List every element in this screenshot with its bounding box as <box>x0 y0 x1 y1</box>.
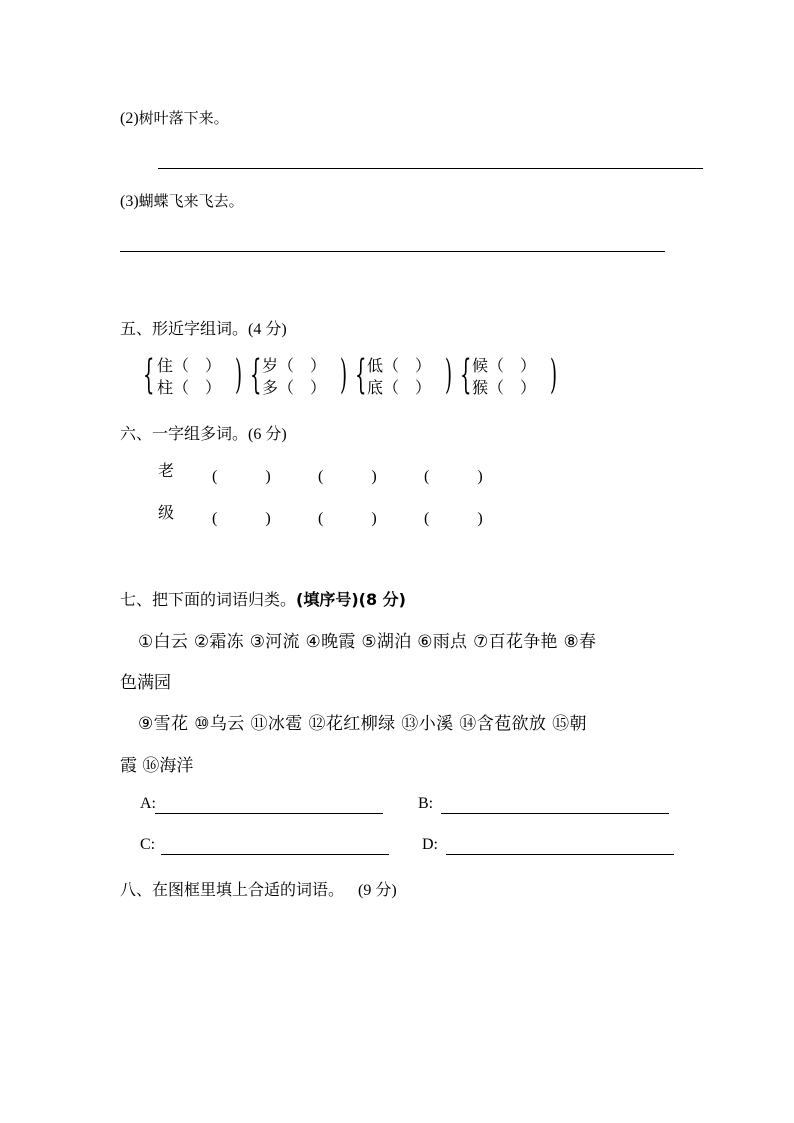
right-paren-icon: ) <box>550 352 558 398</box>
category-d-label: D: <box>422 836 438 853</box>
similar-char-pair <box>367 355 431 399</box>
word-blank-bottom[interactable]: 柱（ ） <box>157 378 222 397</box>
similar-char-pair <box>262 355 326 399</box>
word-blank-top[interactable]: 候（ ） <box>472 356 537 375</box>
word-blank[interactable]: ( ) <box>424 510 483 527</box>
left-brace-icon: { <box>250 352 262 398</box>
similar-char-pair <box>157 355 221 399</box>
question-2-number: (2) <box>120 110 139 127</box>
left-brace-icon: { <box>143 352 155 398</box>
question-2 <box>120 107 229 128</box>
section-6-score: (6 分) <box>248 426 287 443</box>
category-c-answer-line[interactable] <box>161 854 389 855</box>
word-blank-bottom[interactable]: 猴（ ） <box>472 378 537 397</box>
answer-line-2[interactable] <box>158 168 703 169</box>
section-8-title: 八、在图框里填上合适的词语。 <box>120 880 345 899</box>
category-d-answer-line[interactable] <box>446 854 674 855</box>
word-list-line-1: ①白云 ②霜冻 ③河流 ④晚霞 ⑤湖泊 ⑥雨点 ⑦百花争艳 ⑧春 <box>138 632 597 652</box>
word-blank-top[interactable]: 岁（ ） <box>262 356 327 375</box>
section-6-heading <box>120 421 287 444</box>
right-paren-icon: ) <box>340 352 348 398</box>
category-b-label: B: <box>418 795 434 812</box>
section-8-score: (9 分) <box>358 882 397 899</box>
word-blank-bottom[interactable]: 底（ ） <box>367 378 432 397</box>
section-6-title: 六、一字组多词。 <box>120 424 249 443</box>
category-a-answer-line[interactable] <box>155 813 383 814</box>
left-brace-icon: { <box>460 352 472 398</box>
section-7-heading <box>120 587 406 610</box>
word-list-line-2: 色满园 <box>120 673 171 693</box>
question-3-number: (3) <box>120 193 139 210</box>
word-blank-top[interactable]: 低（ ） <box>367 356 432 375</box>
section-5-heading <box>120 316 287 339</box>
similar-char-pair <box>472 355 536 399</box>
word-blank[interactable]: ( ) <box>318 510 377 527</box>
category-b-answer-line[interactable] <box>441 813 669 814</box>
root-char-ji: 级 <box>158 503 175 522</box>
section-5-title: 五、形近字组词。 <box>120 319 249 338</box>
right-paren-icon: ) <box>235 352 243 398</box>
word-blank[interactable]: ( ) <box>212 468 271 485</box>
word-blank[interactable]: ( ) <box>212 510 271 527</box>
category-a-label: A: <box>140 795 156 812</box>
root-char-lao: 老 <box>158 461 175 480</box>
word-blank[interactable]: ( ) <box>424 468 483 485</box>
question-3 <box>120 190 244 211</box>
word-blank-top[interactable]: 住（ ） <box>157 356 222 375</box>
question-2-text: 树叶落下来。 <box>138 109 229 127</box>
word-blank-bottom[interactable]: 多（ ） <box>262 378 327 397</box>
word-list-line-3: ⑨雪花 ⑩乌云 ⑪冰雹 ⑫花红柳绿 ⑬小溪 ⑭含苞欲放 ⑮朝 <box>138 714 587 734</box>
section-7-title: 七、把下面的词语归类。 <box>120 590 297 609</box>
word-blank[interactable]: ( ) <box>318 468 377 485</box>
similar-char-group-2 <box>250 352 355 401</box>
section-8-heading <box>120 877 397 900</box>
similar-char-group-1 <box>143 352 248 401</box>
similar-char-group-3 <box>355 352 460 401</box>
category-c-label: C: <box>140 836 156 853</box>
word-list-line-4: 霞 ⑯海洋 <box>120 756 194 776</box>
question-3-text: 蝴蝶飞来飞去。 <box>138 192 244 210</box>
section-7-note: (填序号)(8 分) <box>296 590 406 609</box>
answer-line-3[interactable] <box>120 251 665 252</box>
right-paren-icon: ) <box>445 352 453 398</box>
left-brace-icon: { <box>355 352 367 398</box>
similar-char-group-4 <box>460 352 565 401</box>
section-5-score: (4 分) <box>248 321 287 338</box>
